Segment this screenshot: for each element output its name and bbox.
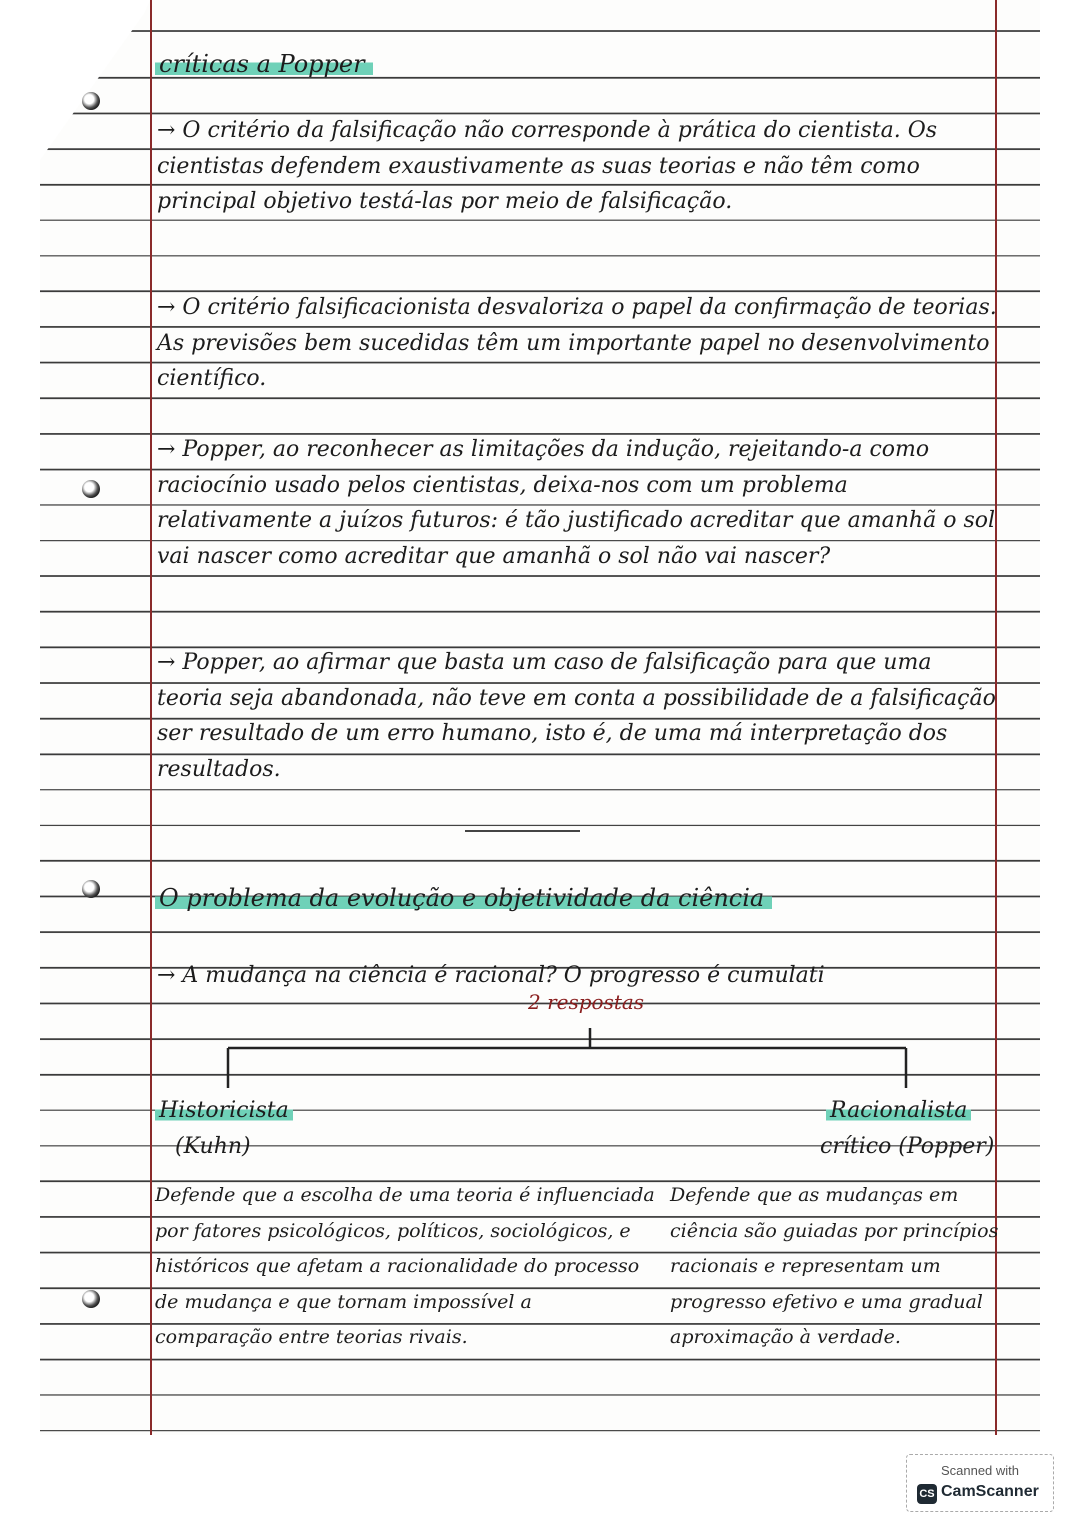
answers-note: 2 respostas (528, 990, 645, 1014)
left-margin-line (150, 0, 152, 1435)
punch-hole (82, 1290, 100, 1308)
column-title-left: Historicista (155, 1098, 293, 1123)
column-title-right: Racionalista (826, 1098, 971, 1123)
paragraph: → Popper, ao afirmar que basta um caso de falsificação para que uma teoria seja abandonada, não teve em conta a possibilidade de a falsificação ser resultado de um erro humano, isto é, de uma má interpretação dos resultados. (157, 650, 996, 782)
paragraph: → O critério da falsificação não corresponde à prática do cientista. Os cientistas defendem exaustivamente as suas teorias e não têm como principal objetivo testá-las por meio de falsificação. (157, 118, 938, 215)
camscanner-watermark (906, 1454, 1054, 1512)
punch-hole (82, 480, 100, 498)
divider-line (465, 830, 580, 832)
paragraph: → O critério falsificacionista desvaloriza o papel da confirmação de teorias. As previsões bem sucedidas têm um importante papel no desenvolvimento científico. (157, 295, 997, 392)
section-heading: O problema da evolução e objetividade da ciência (155, 884, 772, 912)
column-subtitle-right: crítico (Popper) (820, 1134, 995, 1159)
watermark-name: CamScanner (941, 1483, 1039, 1500)
watermark-caption: Scanned with (940, 1463, 1020, 1478)
question-line: → A mudança na ciência é racional? O progresso é cumulati (157, 963, 825, 988)
folded-corner (40, 0, 150, 160)
column-subtitle-left: (Kuhn) (175, 1134, 251, 1159)
paragraph: → Popper, ao reconhecer as limitações da indução, rejeitando-a como raciocínio usado pelos cientistas, deixa-nos com um problema relativamente a juízos futuros: é tão justificado acreditar que amanhã o sol vai nascer como acreditar que amanhã o sol não vai nascer? (157, 437, 996, 569)
section-heading: críticas a Popper (155, 50, 373, 78)
camscanner-logo-icon: CS (917, 1484, 937, 1504)
column-text-right: Defende que as mudanças em ciência são guiadas por princípios racionais e representam um progresso efetivo e uma gradual aproximação à verdade. (670, 1184, 999, 1349)
punch-hole (82, 880, 100, 898)
punch-hole (82, 92, 100, 110)
column-text-left: Defende que a escolha de uma teoria é influenciada por fatores psicológicos, políticos, sociológicos, e históricos que afetam a racionalidade do processo de mudança e que tornam impossível a comparação entre teorias rivais. (155, 1184, 655, 1349)
